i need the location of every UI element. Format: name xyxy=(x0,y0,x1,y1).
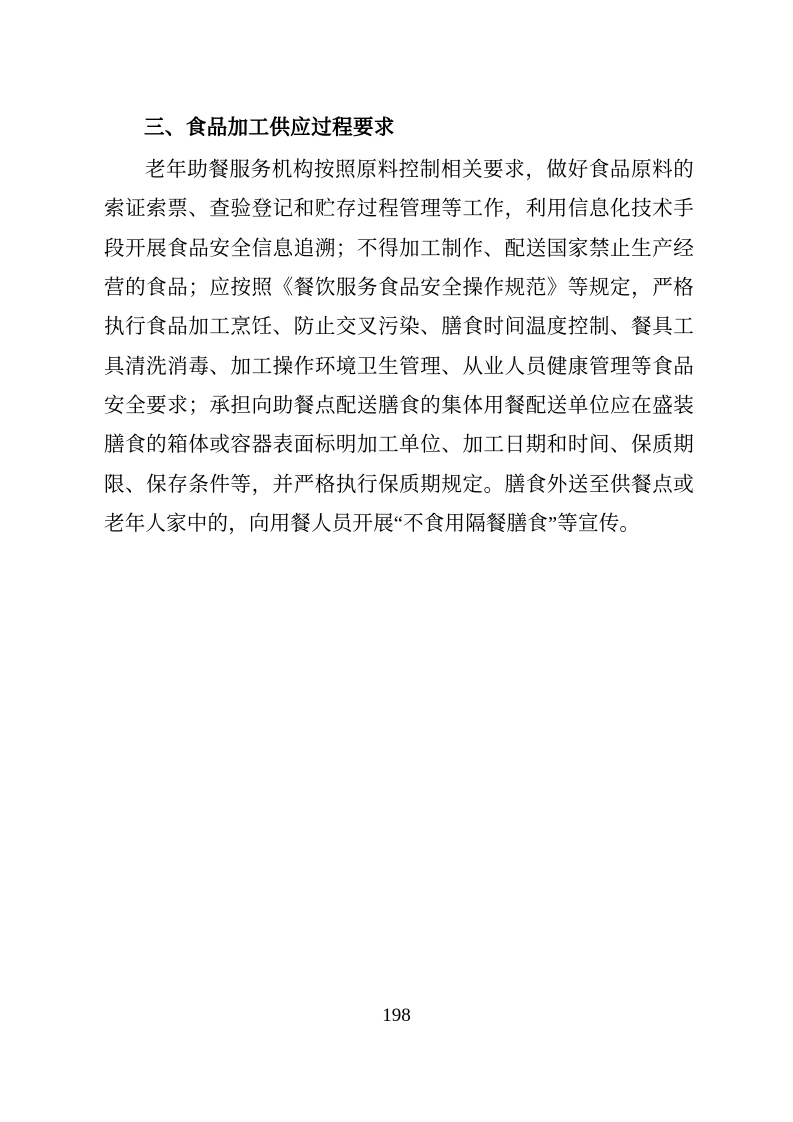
section-heading: 三、食品加工供应过程要求 xyxy=(144,117,395,139)
body-paragraph: 老年助餐服务机构按照原料控制相关要求，做好食品原料的索证索票、查验登记和贮存过程管理等工作，利用信息化技术手段开展食品安全信息追溯；不得加工制作、配送国家禁止生产经营的食品；应按照《餐饮服务食品安全操作规范》等规定，严格执行食品加工烹饪、防止交叉污染、膳食时间温度控制、餐具工具清洗消毒、加工操作环境卫生管理、从业人员健康管理等食品安全要求；承担向助餐点配送膳食的集体用餐配送单位应在盛装膳食的箱体或容器表面标明加工单位、加工日期和时间、保质期限、保存条件等，并严格执行保质期规定。膳食外送至供餐点或老年人家中的，向用餐人员开展“不食用隔餐膳食”等宣传。 xyxy=(104,158,694,536)
page-number: 198 xyxy=(382,1005,411,1026)
page-content xyxy=(104,112,694,544)
